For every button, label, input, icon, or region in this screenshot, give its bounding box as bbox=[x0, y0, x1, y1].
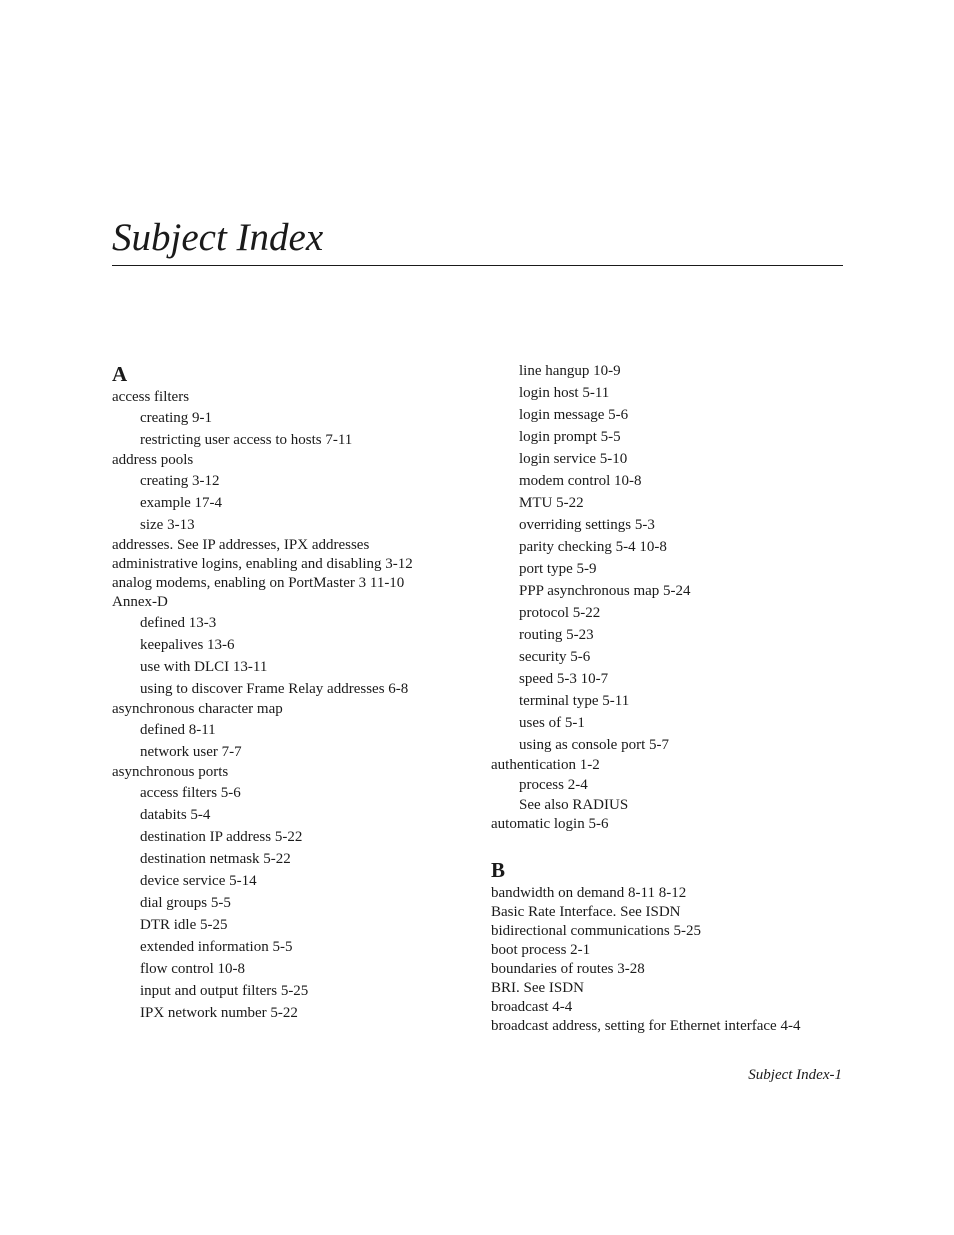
index-entry: bidirectional communications 5-25 bbox=[491, 923, 701, 939]
index-entry: asynchronous character map bbox=[112, 701, 283, 717]
index-subentry: use with DLCI 13-11 bbox=[140, 659, 268, 675]
index-subentry: size 3-13 bbox=[140, 517, 195, 533]
index-entry: boot process 2-1 bbox=[491, 942, 591, 958]
index-subentry: creating 9-1 bbox=[140, 410, 213, 426]
index-entry: bandwidth on demand 8-11 8-12 bbox=[491, 885, 687, 901]
index-column-left bbox=[112, 360, 472, 1024]
index-subentry: defined 13-3 bbox=[140, 615, 217, 631]
index-subentry: flow control 10-8 bbox=[140, 961, 245, 977]
index-entry: broadcast 4-4 bbox=[491, 999, 573, 1015]
index-entry: analog modems, enabling on PortMaster 3 11-10 bbox=[112, 575, 405, 591]
index-subentry: DTR idle 5-25 bbox=[140, 917, 228, 933]
index-subentry: restricting user access to hosts 7-11 bbox=[140, 432, 353, 448]
index-subentry: PPP asynchronous map 5-24 bbox=[519, 583, 691, 599]
index-subentry: IPX network number 5-22 bbox=[140, 1005, 298, 1021]
index-subentry: keepalives 13-6 bbox=[140, 637, 235, 653]
index-subentry: access filters 5-6 bbox=[140, 785, 241, 801]
index-subentry: security 5-6 bbox=[519, 649, 591, 665]
index-subentry: databits 5-4 bbox=[140, 807, 211, 823]
index-subentry: modem control 10-8 bbox=[519, 473, 642, 489]
index-entry: Basic Rate Interface. See ISDN bbox=[491, 904, 681, 920]
index-entry: address pools bbox=[112, 452, 194, 468]
index-entry: access filters bbox=[112, 389, 190, 405]
index-subentry: login message 5-6 bbox=[519, 407, 629, 423]
section-spacer bbox=[491, 834, 851, 856]
index-subentry: dial groups 5-5 bbox=[140, 895, 231, 911]
index-column-right bbox=[491, 360, 851, 1036]
index-entry: automatic login 5-6 bbox=[491, 816, 609, 832]
index-subentry: MTU 5-22 bbox=[519, 495, 584, 511]
index-subentry: destination IP address 5-22 bbox=[140, 829, 303, 845]
index-entry: administrative logins, enabling and disabling 3-12 bbox=[112, 556, 413, 572]
index-subentry: destination netmask 5-22 bbox=[140, 851, 291, 867]
index-subentry: using to discover Frame Relay addresses 6-8 bbox=[140, 681, 409, 697]
index-subentry: defined 8-11 bbox=[140, 722, 216, 738]
index-subentry: example 17-4 bbox=[140, 495, 223, 511]
index-subentry: process 2-4 bbox=[519, 777, 588, 793]
index-subentry: overriding settings 5-3 bbox=[519, 517, 655, 533]
page-title: Subject Index bbox=[112, 216, 324, 259]
index-subentry: creating 3-12 bbox=[140, 473, 220, 489]
index-subentry: device service 5-14 bbox=[140, 873, 257, 889]
index-subentry: line hangup 10-9 bbox=[519, 363, 621, 379]
index-subentry: network user 7-7 bbox=[140, 744, 242, 760]
title-rule bbox=[112, 265, 843, 266]
index-subentry: login host 5-11 bbox=[519, 385, 610, 401]
index-subentry: login service 5-10 bbox=[519, 451, 628, 467]
index-subentry: terminal type 5-11 bbox=[519, 693, 630, 709]
index-entry: authentication 1-2 bbox=[491, 757, 600, 773]
index-subentry: login prompt 5-5 bbox=[519, 429, 621, 445]
index-subentry: using as console port 5-7 bbox=[519, 737, 669, 753]
index-subentry: uses of 5-1 bbox=[519, 715, 585, 731]
index-subentry: parity checking 5-4 10-8 bbox=[519, 539, 667, 555]
index-entry: Annex-D bbox=[112, 594, 168, 610]
index-entry: addresses. See IP addresses, IPX addresses bbox=[112, 537, 370, 553]
index-subentry: See also RADIUS bbox=[519, 797, 629, 813]
index-subentry: port type 5-9 bbox=[519, 561, 597, 577]
index-entry: boundaries of routes 3-28 bbox=[491, 961, 645, 977]
index-subentry: routing 5-23 bbox=[519, 627, 594, 643]
index-entry: asynchronous ports bbox=[112, 764, 229, 780]
index-subentry: input and output filters 5-25 bbox=[140, 983, 309, 999]
index-subentry: speed 5-3 10-7 bbox=[519, 671, 609, 687]
index-subentry: extended information 5-5 bbox=[140, 939, 293, 955]
index-entry: BRI. See ISDN bbox=[491, 980, 584, 996]
index-section-letter: A bbox=[112, 362, 128, 386]
index-section-letter: B bbox=[491, 858, 506, 882]
index-subentry: protocol 5-22 bbox=[519, 605, 601, 621]
page-footer: Subject Index-1 bbox=[748, 1067, 842, 1083]
index-entry: broadcast address, setting for Ethernet interface 4-4 bbox=[491, 1018, 801, 1034]
